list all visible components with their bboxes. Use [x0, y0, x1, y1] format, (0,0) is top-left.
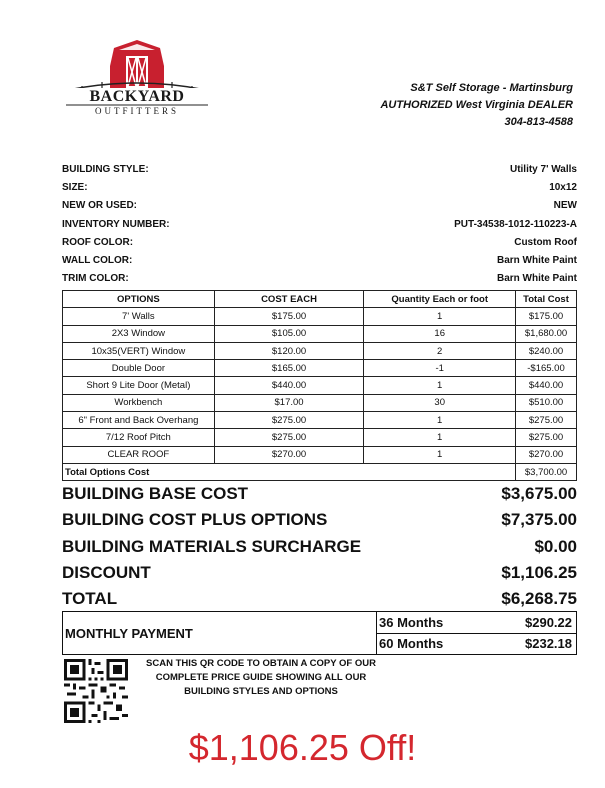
table-cell: Short 9 Lite Door (Metal) — [63, 377, 215, 394]
table-cell: 2 — [364, 342, 516, 359]
table-cell: 30 — [364, 394, 516, 411]
table-cell: $175.00 — [516, 308, 577, 325]
table-cell: $240.00 — [516, 342, 577, 359]
table-cell: $17.00 — [214, 394, 364, 411]
summary-row — [62, 586, 577, 612]
svg-text:OUTFITTERS: OUTFITTERS — [95, 106, 179, 116]
monthly-option — [377, 633, 576, 655]
summary-value: $7,375.00 — [501, 510, 577, 530]
monthly-options — [377, 612, 576, 654]
table-row — [63, 308, 577, 325]
spec-value: 10x12 — [549, 182, 577, 194]
table-cell: $275.00 — [516, 429, 577, 446]
table-cell: 2X3 Window — [63, 325, 215, 342]
total-options-label: Total Options Cost — [63, 463, 215, 480]
summary-row — [62, 534, 577, 560]
spec-row — [62, 219, 577, 237]
column-header: Total Cost — [516, 291, 577, 308]
table-cell: Double Door — [63, 360, 215, 377]
table-row — [63, 360, 577, 377]
options-table — [62, 290, 577, 481]
table-cell: $440.00 — [214, 377, 364, 394]
table-row — [63, 342, 577, 359]
table-cell: 1 — [364, 412, 516, 429]
table-row — [63, 412, 577, 429]
table-cell: 1 — [364, 308, 516, 325]
table-cell: 1 — [364, 429, 516, 446]
column-header: COST EACH — [214, 291, 364, 308]
table-cell: 7/12 Roof Pitch — [63, 429, 215, 446]
summary-row — [62, 507, 577, 533]
table-header-row — [63, 291, 577, 308]
table-cell: $1,680.00 — [516, 325, 577, 342]
summary-row — [62, 481, 577, 507]
monthly-payment-label: MONTHLY PAYMENT — [63, 612, 377, 654]
table-cell: 10x35(VERT) Window — [63, 342, 215, 359]
summary-row — [62, 560, 577, 586]
table-cell: $275.00 — [516, 412, 577, 429]
monthly-amount: $232.18 — [525, 636, 572, 652]
backyard-outfitters-logo — [62, 38, 212, 116]
total-options-value: $3,700.00 — [516, 463, 577, 480]
table-cell: $270.00 — [214, 446, 364, 463]
spec-value: Custom Roof — [514, 236, 577, 248]
spec-value: Barn White Paint — [496, 254, 577, 266]
monthly-amount: $290.22 — [525, 614, 572, 630]
spec-row — [62, 164, 577, 182]
discount-promo: $1,106.25 Off! — [188, 727, 417, 768]
spec-row — [62, 237, 577, 255]
table-cell — [214, 463, 364, 480]
spec-label: ROOF COLOR: — [62, 236, 134, 248]
spec-row — [62, 273, 577, 291]
spec-value: PUT-34538-1012-110223-A — [454, 218, 577, 230]
table-cell: $175.00 — [214, 308, 364, 325]
spec-value: Barn White Paint — [496, 273, 577, 285]
building-specs — [62, 164, 577, 291]
summary-value: $3,675.00 — [501, 484, 577, 503]
summary-value: $6,268.75 — [501, 589, 577, 609]
spec-value: Utility 7' Walls — [509, 164, 577, 175]
qr-instructions: SCAN THIS QR CODE TO OBTAIN A COPY OF OUR COMPLETE PRICE GUIDE SHOWING ALL OUR BUILDING STYLES AND OPTIONS — [146, 658, 376, 697]
monthly-option — [377, 612, 576, 633]
table-cell — [364, 463, 516, 480]
spec-row — [62, 255, 577, 273]
table-cell: Workbench — [63, 394, 215, 411]
table-cell: $165.00 — [214, 360, 364, 377]
spec-label: INVENTORY NUMBER: — [62, 218, 170, 230]
table-cell: $510.00 — [516, 394, 577, 411]
dealer-phone: 304-813-4588 — [504, 116, 573, 128]
dealer-name: S&T Self Storage - Martinsburg — [410, 82, 573, 94]
table-cell: $440.00 — [516, 377, 577, 394]
table-row — [63, 377, 577, 394]
summary-label: DISCOUNT — [62, 562, 151, 582]
table-cell: $105.00 — [214, 325, 364, 342]
table-row — [63, 429, 577, 446]
table-cell: -$165.00 — [516, 360, 577, 377]
table-row — [63, 325, 577, 342]
monthly-term: 36 Months — [379, 614, 444, 630]
monthly-payment-box — [62, 611, 577, 655]
monthly-term: 60 Months — [379, 636, 444, 652]
table-cell: $120.00 — [214, 342, 364, 359]
spec-label: NEW OR USED: — [62, 200, 137, 212]
table-cell: CLEAR ROOF — [63, 446, 215, 463]
total-options-row — [63, 463, 577, 480]
summary-label: BUILDING COST PLUS OPTIONS — [62, 510, 328, 530]
qr-code[interactable] — [64, 659, 128, 723]
table-cell: $275.00 — [214, 429, 364, 446]
table-cell: 6" Front and Back Overhang — [63, 412, 215, 429]
summary-value: $0.00 — [534, 536, 577, 556]
table-cell: 1 — [364, 377, 516, 394]
summary-label: TOTAL — [62, 589, 118, 609]
spec-label: TRIM COLOR: — [62, 273, 129, 285]
table-cell: 16 — [364, 325, 516, 342]
dealer-authorized: AUTHORIZED West Virginia DEALER — [380, 99, 573, 111]
spec-label: SIZE: — [62, 182, 88, 194]
table-cell: 1 — [364, 446, 516, 463]
summary-label: BUILDING BASE COST — [62, 484, 249, 503]
svg-text:BACKYARD: BACKYARD — [89, 88, 185, 105]
spec-row — [62, 182, 577, 200]
spec-row — [62, 200, 577, 218]
table-cell: 7' Walls — [63, 308, 215, 325]
table-row — [63, 446, 577, 463]
column-header: OPTIONS — [63, 291, 215, 308]
spec-label: BUILDING STYLE: — [62, 164, 149, 175]
summary-label: BUILDING MATERIALS SURCHARGE — [62, 536, 362, 556]
column-header: Quantity Each or foot — [364, 291, 516, 308]
table-cell: $275.00 — [214, 412, 364, 429]
cost-summary — [62, 481, 577, 612]
table-cell: -1 — [364, 360, 516, 377]
spec-value: NEW — [553, 200, 577, 212]
dealer-info — [380, 80, 573, 131]
table-cell: $270.00 — [516, 446, 577, 463]
spec-label: WALL COLOR: — [62, 254, 133, 266]
table-row — [63, 394, 577, 411]
summary-value: $1,106.25 — [501, 562, 577, 582]
